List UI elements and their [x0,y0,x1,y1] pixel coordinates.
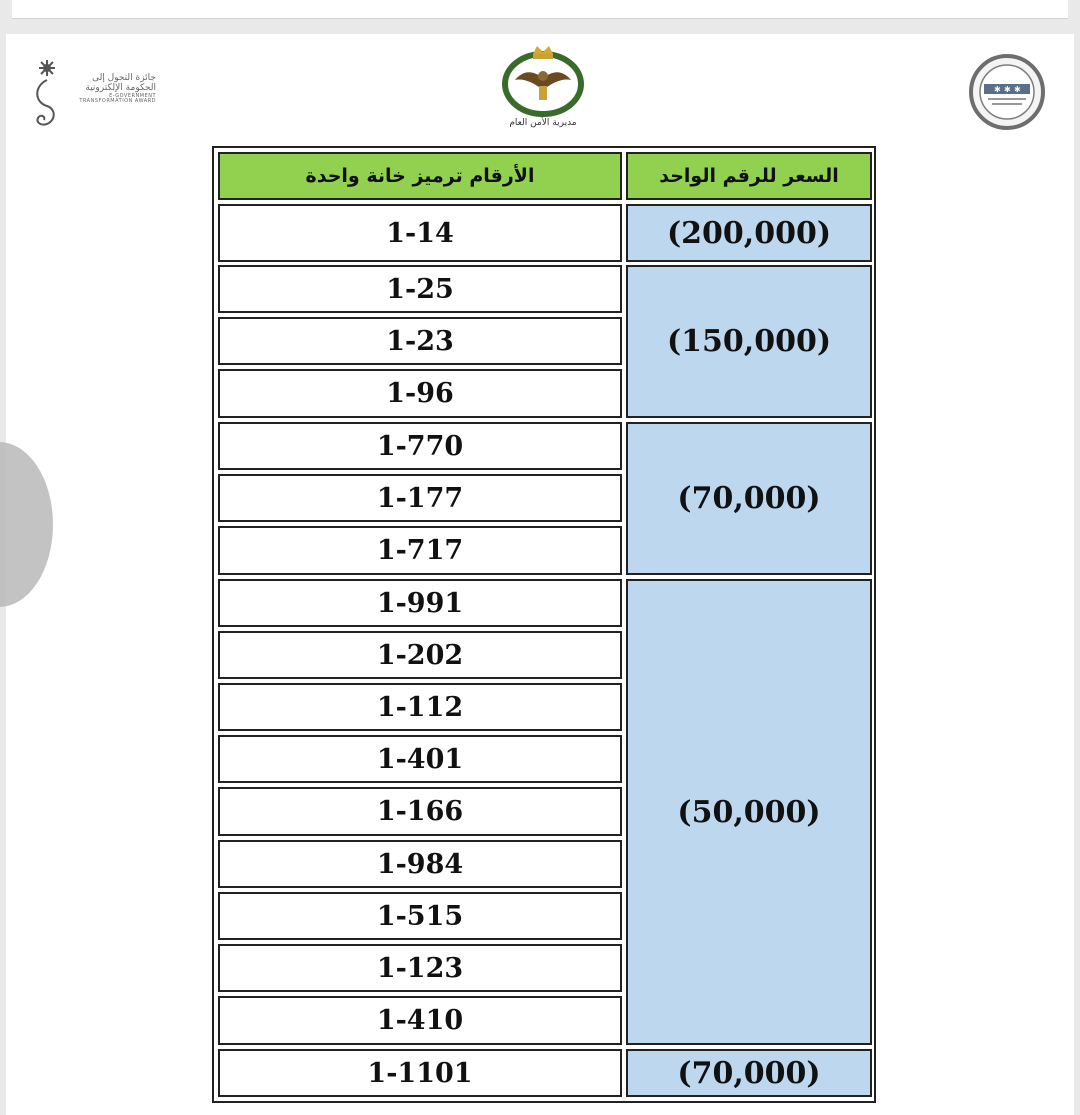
number-cell: 1-770 [218,422,622,470]
seal-of-excellence-logo [964,54,1050,130]
number-cell: 1-25 [218,265,622,313]
price-table [212,146,876,1103]
number-cell: 1-991 [218,579,622,627]
svg-text:✱: ✱ [1004,85,1011,94]
number-cell: 1-166 [218,787,622,836]
price-cell: (200,000) [626,204,872,262]
number-cell: 1-717 [218,526,622,575]
price-cell: (70,000) [626,1049,872,1097]
number-cell: 1-984 [218,840,622,888]
award-arabic-line-2: الحكومة الإلكترونية [85,82,156,93]
number-cell: 1-96 [218,369,622,418]
public-security-directorate-emblem-icon [495,42,591,118]
award-english-line-1: E-GOVERNMENT [109,92,156,99]
header-numbers: الأرقام ترميز خانة واحدة [218,152,622,200]
number-cell: 1-202 [218,631,622,679]
number-cell: 1-112 [218,683,622,731]
e-government-award-logo [30,56,156,136]
number-cell: 1-515 [218,892,622,940]
award-english-line-2: TRANSFORMATION AWARD [79,98,156,105]
number-cell: 1-123 [218,944,622,992]
number-cell: 1-177 [218,474,622,522]
award-arabic-line-1: جائزة التحول إلى [92,73,156,83]
price-cell: (70,000) [626,422,872,575]
svg-text:✱: ✱ [1014,85,1021,94]
public-security-logo [495,42,591,134]
previous-page-edge [12,0,1068,19]
number-cell: 1-401 [218,735,622,783]
number-cell: 1-14 [218,204,622,262]
seal-of-excellence-icon [964,54,1050,130]
svg-text:✱: ✱ [994,85,1001,94]
price-cell: (150,000) [626,265,872,418]
number-cell: 1-23 [218,317,622,365]
number-cell: 1-1101 [218,1049,622,1097]
header-price: السعر للرقم الواحد [626,152,872,200]
emblem-caption: مديرية الأمن العام [509,118,577,128]
price-cell: (50,000) [626,579,872,1045]
number-cell: 1-410 [218,996,622,1045]
